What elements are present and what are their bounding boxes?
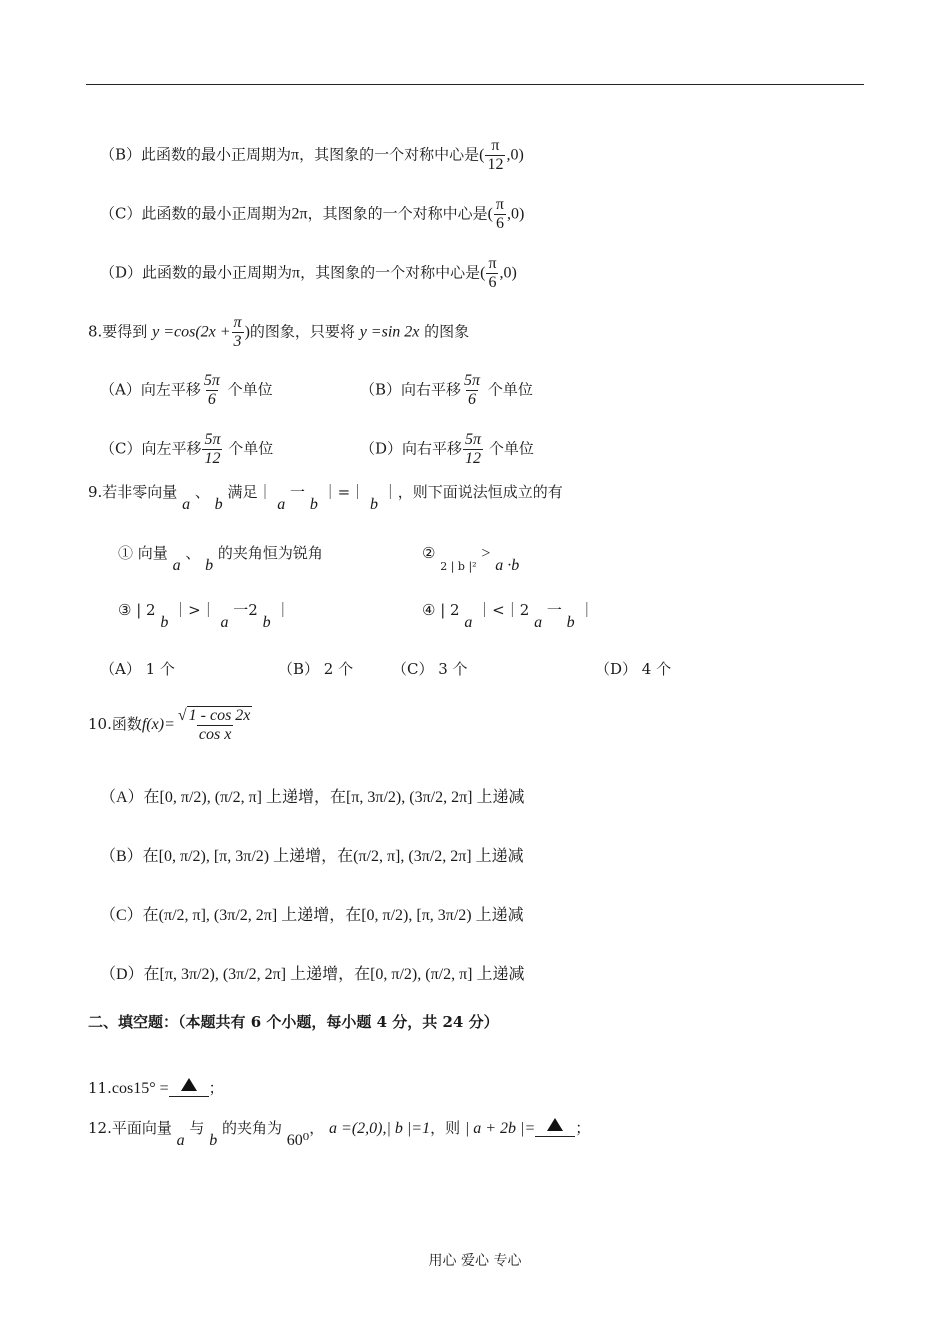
q7-option-b: （B）此函数的最小正周期为π，其图象的一个对称中心是( $\frac{\pi}{12}$ ,0)	[100, 137, 524, 173]
q8-option-b: （B）向右平移 $\frac{5\pi}{6}$ 个单位	[360, 372, 533, 408]
q9-stem: 9.若非零向量 a 、 b 满足｜ a 一 b ｜=｜ b ｜，则下面说法恒成立的有	[88, 483, 563, 513]
q9-choice-b: （B） 2 个	[278, 660, 354, 678]
q8-option-d: （D）向右平移 $\frac{5\pi}{12}$ 个单位	[360, 431, 534, 467]
q10-stem: 10.函数f(x)= $\frac{√ 1 - \cos 2x}{\text{cos x}}$	[88, 707, 251, 743]
q8-option-a: （A）向左平移 $\frac{5\pi}{6}$ 个单位	[100, 372, 273, 408]
q7-option-c: （C）此函数的最小正周期为2π，其图象的一个对称中心是( $\frac{\pi}{6}$ ,0)	[100, 196, 525, 232]
q7-option-d: （D）此函数的最小正周期为π，其图象的一个对称中心是( $\frac{\pi}{6}$ ,0)	[100, 255, 517, 291]
q9-statement-3: ③ | 2 b ｜>｜ a 一2 b ｜	[118, 601, 291, 631]
q8-option-c: （C）向左平移 $\frac{5\pi}{12}$ 个单位	[100, 431, 274, 467]
q9-choice-c: （C） 3 个	[392, 660, 468, 678]
q9-choice-a: （A） 1 个	[100, 660, 175, 678]
q12: 12.平面向量 a 与 b 的夹角为 60⁰， a =(2,0),| b |=1，则 | a + 2b |= ；	[88, 1118, 590, 1139]
q8-stem: 8.要得到 y =cos(2x + $\frac{\pi}{3}$ )的图象，只要将 y =sin 2x 的图象	[88, 314, 470, 350]
q9-statement-4: ④ | 2 a ｜<｜2 a 一 b ｜	[422, 601, 595, 631]
q10-option-a: （A）在[0, π/2), (π/2, π] 上递增，在[π, 3π/2), (3π/2, 2π] 上递减	[100, 789, 525, 806]
q10-option-c: （C）在(π/2, π], (3π/2, 2π] 上递增，在[0, π/2), [π, 3π/2) 上递减	[100, 907, 524, 924]
section-2-heading: 二、填空题：（本题共有 6 个小题，每小题 4 分，共 24 分）	[88, 1013, 499, 1031]
q11: 11.cos15° = ；	[88, 1078, 224, 1099]
triangle-icon	[181, 1078, 197, 1091]
page-footer: 用心 爱心 专心	[428, 1253, 522, 1269]
answer-blank-12[interactable]	[535, 1116, 575, 1137]
answer-blank-11[interactable]	[169, 1076, 209, 1097]
q9-choice-d: （D） 4 个	[595, 660, 672, 678]
q10-option-d: （D）在[π, 3π/2), (3π/2, 2π] 上递增，在[0, π/2), (π/2, π] 上递减	[100, 966, 525, 983]
q9-statement-1: ① 向量 a 、 b 的夹角恒为锐角	[118, 544, 323, 574]
header-rule	[86, 84, 864, 85]
triangle-icon	[547, 1118, 563, 1131]
q10-option-b: （B）在[0, π/2), [π, 3π/2) 上递增，在(π/2, π], (3π/2, 2π] 上递减	[100, 848, 524, 865]
q9-statement-2: ② $_{2 | b |^2}$ > a ·b	[422, 544, 520, 574]
